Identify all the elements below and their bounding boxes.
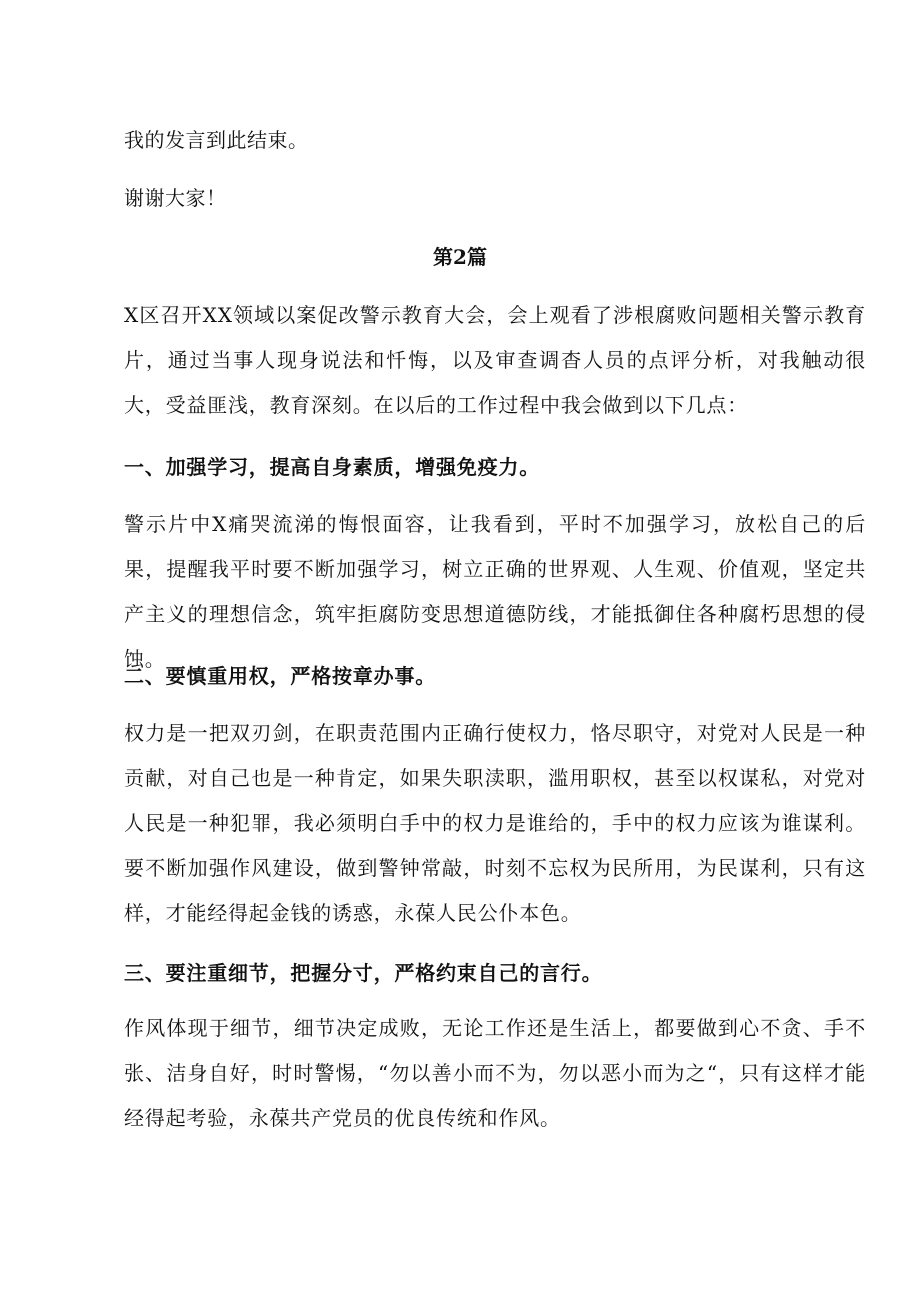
point-1-heading: 一、加强学习，提高自身素质，增强免疫力。 (124, 455, 540, 479)
point-2-text: 权力是一把双刃剑，在职责范围内正确行使权力，恪尽职守，对党对人民是一种贡献，对自己也是一种肯定，如果失职渎职，滥用职权，甚至以权谋私，对党对人民是一种犯罪，我必须明白手中的权力是谁给的，手中的权力应该为谁谋利。要不断加强作风建设，做到警钟常敲，时刻不忘权为民所用，为民谋利，只有这样，才能经得起金钱的诱惑，永葆人民公仆本色。 (124, 721, 866, 925)
point-3-heading: 三、要注重细节，把握分寸，严格约束自己的言行。 (124, 961, 603, 985)
section-title: 第2篇 (433, 245, 487, 269)
point-1-text: 警示片中X痛哭流涕的悔恨面容，让我看到，平时不加强学习，放松自己的后果，提醒我平时要不断加强学习，树立正确的世界观、人生观、价值观，坚定共产主义的理想信念，筑牢拒腐防变思想道德防线，才能抵御住各种腐朽思想的侵蚀。 (124, 512, 866, 671)
intro-paragraph (124, 293, 866, 428)
point-3-body (124, 1006, 866, 1141)
closing-line: 我的发言到此结束。 (124, 128, 309, 152)
thanks-line: 谢谢大家！ (124, 186, 227, 210)
point-1-body (124, 502, 866, 682)
point-2-body (124, 711, 866, 936)
point-2-heading: 二、要慎重用权，严格按章办事。 (124, 664, 436, 688)
point-3-text: 作风体现于细节，细节决定成败，无论工作还是生活上，都要做到心不贪、手不张、洁身自好，时时警惕，“勿以善小而不为，勿以恶小而为之“，只有这样才能经得起考验，永葆共产党员的优良传统和作风。 (124, 1016, 866, 1130)
intro-text: X区召开XX领域以案促改警示教育大会，会上观看了涉根腐败问题相关警示教育片，通过当事人现身说法和忏悔，以及审查调杳人员的点评分析，对我触动很大，受益匪浅，教育深刻。在以后的工作过程中我会做到以下几点： (124, 303, 866, 417)
